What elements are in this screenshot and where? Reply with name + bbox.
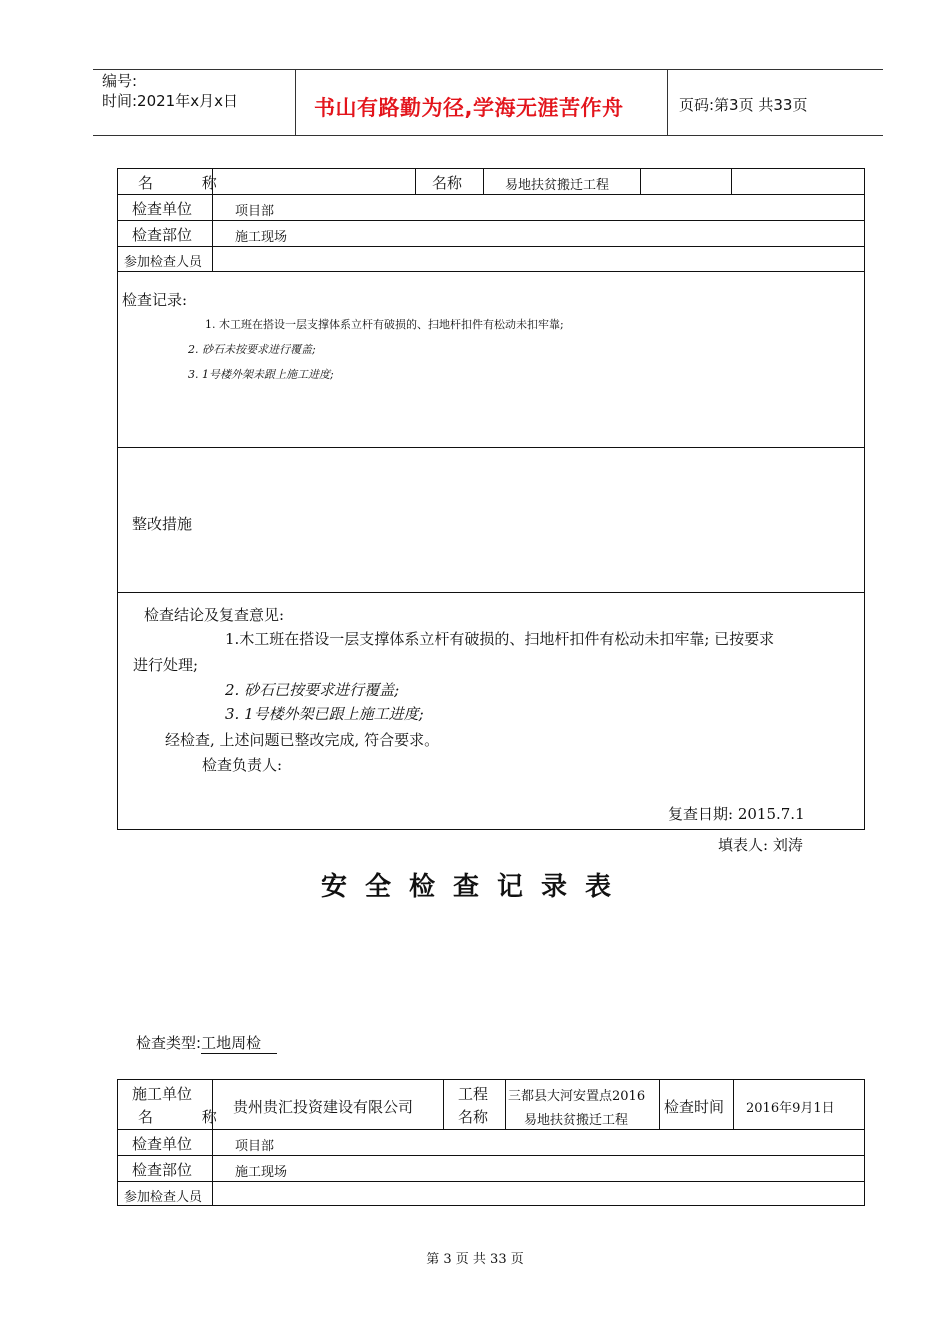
table2-rule — [117, 1155, 865, 1156]
table1-rule — [117, 246, 865, 247]
participants-label-2: 参加检查人员 — [124, 1190, 203, 1205]
time-label: 时间:2021年x月x日 — [102, 92, 238, 110]
table1-rule — [117, 592, 865, 593]
conclusion-line-1: 1.木工班在搭设一层支撑体系立杆有破损的、扫地杆扣件有松动未扣牢靠; 已按要求 — [225, 630, 775, 648]
header-top-rule — [93, 69, 883, 70]
table2-rule — [117, 1129, 865, 1130]
check-type-label: 检查类型: — [136, 1034, 202, 1052]
check-type — [136, 1032, 277, 1053]
check-part-label-2: 检查部位 — [132, 1161, 193, 1179]
table1-rule — [117, 447, 865, 448]
check-time-label: 检查时间 — [664, 1098, 725, 1116]
conclusion-label: 检查结论及复查意见: — [144, 606, 285, 624]
check-unit-value: 项目部 — [235, 204, 275, 219]
construction-unit-label-2: 名 称 — [138, 1108, 239, 1126]
table1-rule — [117, 220, 865, 221]
table2-col-rule — [212, 1079, 213, 1206]
header-page-number: 页码:第3页 共33页 — [679, 96, 808, 114]
conclusion-line-1b: 进行处理; — [133, 656, 199, 674]
review-date: 复查日期: 2015.7.1 — [668, 805, 805, 823]
header-divider-2 — [667, 69, 668, 136]
project-label-2: 名称 — [458, 1108, 489, 1126]
project-name-line-2: 易地扶贫搬迁工程 — [524, 1113, 629, 1128]
filler-name: 填表人: 刘涛 — [718, 836, 803, 854]
number-label: 编号: — [102, 72, 138, 90]
check-time-value: 2016年9月1日 — [746, 1101, 835, 1116]
document-title: 安全检查记录表 — [320, 872, 629, 902]
check-part-label: 检查部位 — [132, 226, 193, 244]
table2-col-rule — [659, 1079, 660, 1129]
name-label: 名 称 — [138, 174, 239, 192]
participants-label: 参加检查人员 — [124, 255, 203, 270]
table1-col-rule — [483, 168, 484, 194]
check-type-value: 工地周检 — [201, 1034, 277, 1054]
conclusion-line-3: 3. 1号楼外架已跟上施工进度; — [225, 705, 424, 723]
check-part-value-2: 施工现场 — [235, 1165, 288, 1180]
project-name-value: 易地扶贫搬迁工程 — [505, 178, 610, 193]
check-unit-value-2: 项目部 — [235, 1139, 275, 1154]
table2-rule — [117, 1181, 865, 1182]
table1-col-rule — [415, 168, 416, 194]
check-unit-label: 检查单位 — [132, 200, 193, 218]
record-label: 检查记录: — [122, 291, 188, 309]
project-name-label: 名称 — [432, 174, 463, 192]
conclusion-line-2: 2. 砂石已按要求进行覆盖; — [225, 681, 400, 699]
check-part-value: 施工现场 — [235, 230, 288, 245]
header-bottom-rule — [93, 135, 883, 136]
project-label-1: 工程 — [458, 1085, 489, 1103]
check-unit-label-2: 检查单位 — [132, 1135, 193, 1153]
table2-col-rule — [733, 1079, 734, 1129]
page-footer: 第 3 页 共 33 页 — [426, 1252, 524, 1267]
table1-col-rule — [731, 168, 732, 194]
table2-col-rule — [505, 1079, 506, 1129]
project-name-line-1: 三都县大河安置点2016 — [508, 1089, 646, 1104]
table2-col-rule — [443, 1079, 444, 1129]
inspector-label: 检查负责人: — [202, 756, 283, 774]
construction-unit-label: 施工单位 — [132, 1085, 193, 1103]
table1-rule — [117, 271, 865, 272]
header-motto: 书山有路勤为径,学海无涯苦作舟 — [314, 96, 624, 120]
header-divider-1 — [295, 69, 296, 136]
table1-rule — [117, 194, 865, 195]
header-meta — [102, 71, 238, 111]
rectify-label: 整改措施 — [132, 515, 193, 533]
record-item-3: 3. 1号楼外架未跟上施工进度; — [188, 368, 334, 381]
record-item-2: 2. 砂石未按要求进行覆盖; — [188, 343, 316, 356]
company-name: 贵州贵汇投资建设有限公司 — [233, 1098, 414, 1116]
table1-col-rule — [640, 168, 641, 194]
conclusion-summary: 经检查, 上述问题已整改完成, 符合要求。 — [165, 731, 440, 749]
record-item-1: 1. 木工班在搭设一层支撑体系立杆有破损的、扫地杆扣件有松动未扣牢靠; — [205, 318, 564, 331]
